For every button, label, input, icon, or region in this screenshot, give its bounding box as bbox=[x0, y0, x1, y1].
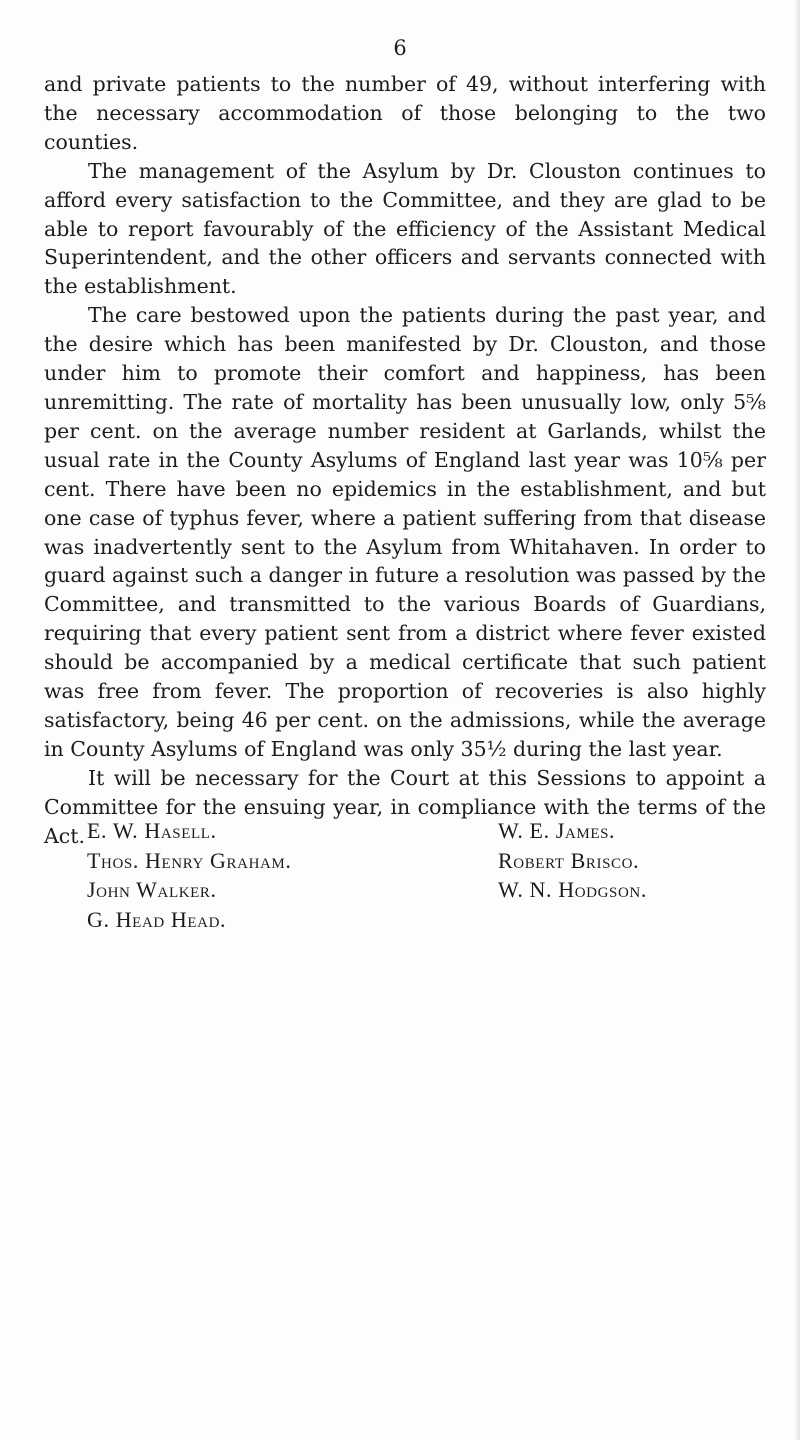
paragraph-continuation: and private patients to the number of 49, without interfering with the necessary accommodation of those belonging to the two counties. bbox=[44, 72, 766, 154]
signatory-name: E. W. Hasell. bbox=[87, 818, 217, 843]
signatory-name: G. Head Head. bbox=[87, 906, 227, 932]
page-edge-shadow bbox=[794, 0, 800, 1440]
signatory-name: W. N. Hodgson. bbox=[498, 877, 647, 902]
paragraph-management: The management of the Asylum by Dr. Clouston continues to afford every satisfaction to the Committee, and they are glad to be able to report favourably of the efficiency of the Assistant Medical Superintendent, and the other officers and servants connected with the establishment. bbox=[44, 158, 766, 299]
signature-column-left bbox=[87, 816, 291, 934]
report-body bbox=[44, 70, 766, 850]
signatory-name: Robert Brisco. bbox=[498, 847, 640, 873]
signatory-name: Thos. Henry Graham. bbox=[87, 847, 292, 873]
paragraph-committee-appointment: It will be necessary for the Court at this Sessions to appoint a Committee for the ensuing year, in compliance with the terms of the Act. bbox=[44, 765, 766, 848]
page-number: 6 bbox=[393, 36, 407, 60]
signatory-name: W. E. James. bbox=[498, 818, 616, 843]
signature-column-right bbox=[498, 816, 647, 905]
signatory-name: John Walker. bbox=[87, 877, 217, 902]
paragraph-care-and-mortality: The care bestowed upon the patients during the past year, and the desire which has been manifested by Dr. Clouston, and those under him to promote their comfort and happiness, has been unremitting. The rate of mortality has been unusually low, only 5⅝ per cent. on the average number resident at Garlands, whilst the usual rate in the County Asylums of England last year was 10⅝ per cent. There have been no epidemics in the establishment, and but one case of typhus fever, where a patient suffering from that disease was inadvertently sent to the Asylum from Whitahaven. In order to guard against such a danger in future a resolution was passed by the Committee, and transmitted to the various Boards of Guardians, requiring that every patient sent from a district where fever existed should be accompanied by a medical certificate that such patient was free from fever. The proportion of recoveries is also highly satisfactory, being 46 per cent. on the admissions, while the average in County Asylums of England was only 35½ during the last year. bbox=[44, 303, 766, 761]
